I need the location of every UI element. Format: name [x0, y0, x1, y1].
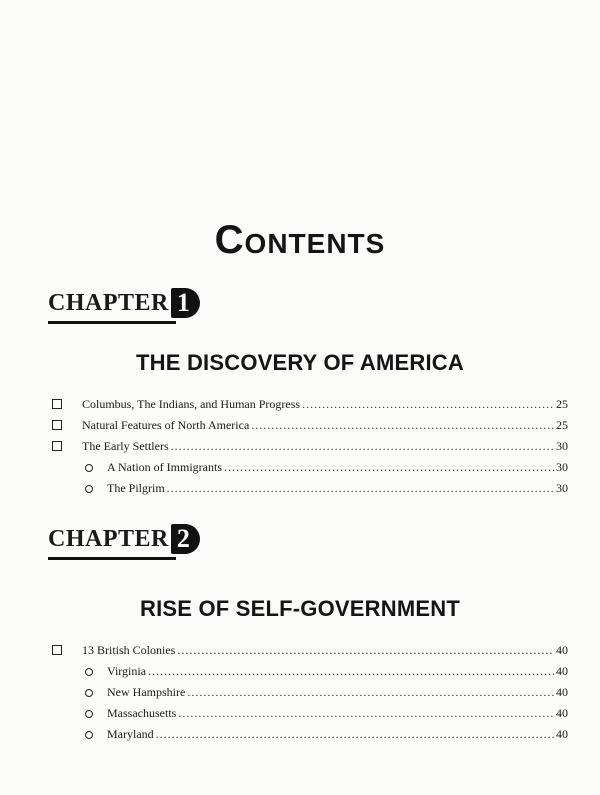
entry-page: 30 — [556, 439, 568, 453]
chapter-underline — [48, 557, 176, 560]
checkbox-square-icon — [52, 420, 62, 430]
checkbox-square-icon — [52, 441, 62, 451]
chapter-number-badge: 2 — [171, 524, 200, 554]
chapter-1-heading — [48, 288, 200, 324]
entry-page: 25 — [556, 418, 568, 432]
entry-page: 30 — [556, 481, 568, 495]
dot-leader — [224, 457, 554, 478]
entry-title: A Nation of Immigrants — [107, 460, 222, 474]
entry-page: 30 — [556, 460, 568, 474]
circle-bullet-icon — [85, 668, 93, 676]
circle-bullet-icon — [85, 464, 93, 472]
entry-title: Columbus, The Indians, and Human Progress — [82, 397, 301, 411]
checkbox-square-icon — [52, 399, 62, 409]
dot-leader — [167, 478, 554, 499]
dot-leader — [171, 436, 554, 457]
dot-leader — [251, 415, 554, 436]
entry-title: Natural Features of North America — [82, 418, 250, 432]
entry-page: 40 — [556, 727, 568, 741]
entry-page: 25 — [556, 397, 568, 411]
entry-title: Maryland — [107, 727, 154, 741]
toc-subentry[interactable] — [0, 661, 600, 682]
chapter-2-toc — [0, 640, 600, 745]
entry-title: Massachusetts — [107, 706, 177, 720]
entry-title: 13 British Colonies — [82, 643, 176, 657]
entry-page: 40 — [556, 643, 568, 657]
toc-entry[interactable] — [0, 394, 600, 415]
checkbox-square-icon — [52, 645, 62, 655]
entry-title: New Hampshire — [107, 685, 186, 699]
chapter-2-title: RISE OF SELF-GOVERNMENT — [140, 596, 460, 621]
toc-entry[interactable] — [0, 640, 600, 661]
circle-bullet-icon — [85, 485, 93, 493]
dot-leader — [177, 640, 554, 661]
dot-leader — [148, 661, 554, 682]
toc-subentry[interactable] — [0, 457, 600, 478]
circle-bullet-icon — [85, 710, 93, 718]
dot-leader — [302, 394, 554, 415]
toc-entry[interactable] — [0, 436, 600, 457]
entry-title: Virginia — [107, 664, 147, 678]
entry-title: The Pilgrim — [107, 481, 165, 495]
chapter-2-heading — [48, 524, 200, 560]
entry-title: The Early Settlers — [82, 439, 169, 453]
page-title: Contents — [214, 218, 386, 262]
entry-page: 40 — [556, 706, 568, 720]
entry-page: 40 — [556, 685, 568, 699]
circle-bullet-icon — [85, 689, 93, 697]
toc-subentry[interactable] — [0, 682, 600, 703]
toc-subentry[interactable] — [0, 724, 600, 745]
dot-leader — [187, 682, 554, 703]
toc-entry[interactable] — [0, 415, 600, 436]
toc-subentry[interactable] — [0, 478, 600, 499]
dot-leader — [156, 724, 554, 745]
chapter-1-title: THE DISCOVERY OF AMERICA — [136, 350, 464, 375]
chapter-underline — [48, 321, 176, 324]
dot-leader — [178, 703, 554, 724]
toc-subentry[interactable] — [0, 703, 600, 724]
circle-bullet-icon — [85, 731, 93, 739]
entry-page: 40 — [556, 664, 568, 678]
chapter-label: CHAPTER — [48, 289, 169, 316]
chapter-number-badge: 1 — [171, 288, 200, 318]
chapter-1-toc — [0, 394, 600, 499]
chapter-label: CHAPTER — [48, 525, 169, 552]
